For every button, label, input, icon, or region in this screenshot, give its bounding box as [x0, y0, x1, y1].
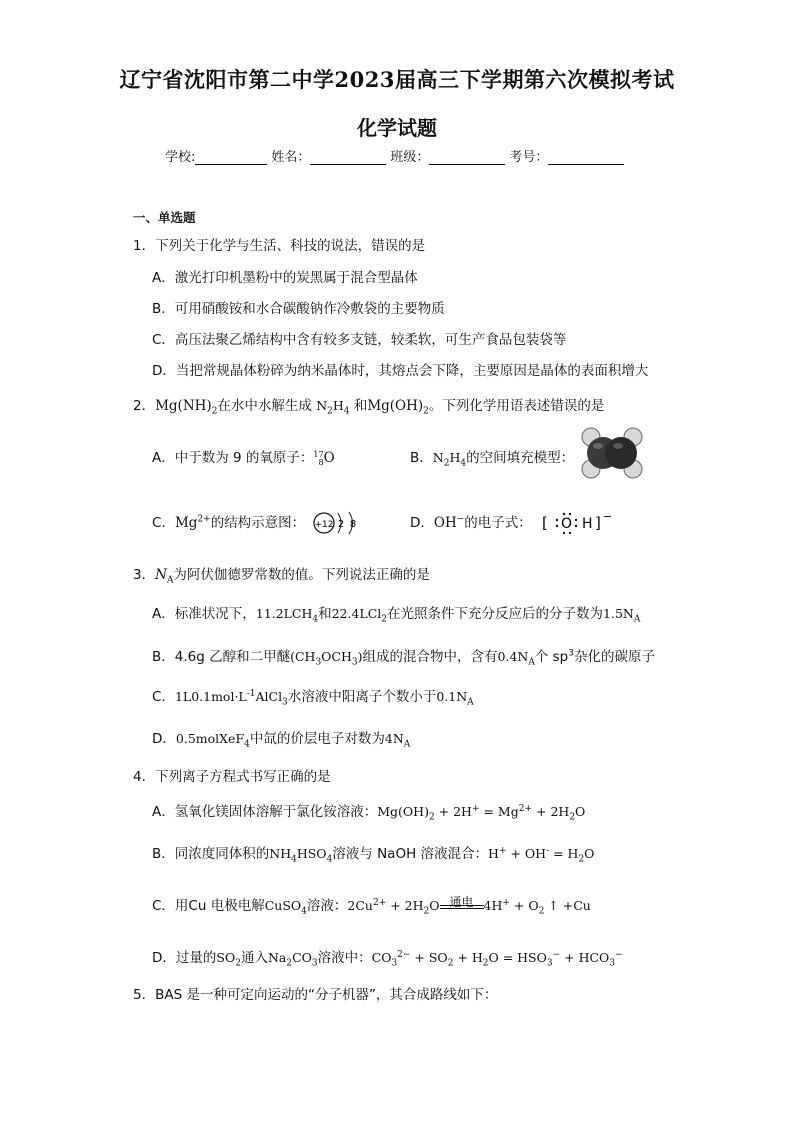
q1-option-c: C．高压法聚乙烯结构中含有较多支链，较柔软，可生产食品包装袋等 — [152, 332, 567, 348]
exam-title: 辽宁省沈阳市第二中学2023届高三下学期第六次模拟考试 — [119, 67, 675, 92]
school-label: 学校: — [165, 150, 196, 165]
q5-stem: 5．BAS 是一种可定向运动的“分子机器”，其合成路线如下： — [133, 987, 498, 1003]
svg-text:2: 2 — [338, 519, 345, 530]
id-blank[interactable] — [548, 150, 624, 165]
class-blank[interactable] — [429, 150, 505, 165]
q4-option-b: B．同浓度同体积的$NH_4HSO_4$溶液与 NaOH 溶液混合：$H^+ + OH^- = H_2O$ — [152, 845, 595, 865]
n2h4-space-filling-model — [578, 424, 646, 482]
name-blank[interactable] — [310, 150, 386, 165]
q1-option-a: A．激光打印机墨粉中的炭黑属于混合型晶体 — [152, 270, 418, 286]
oh-electron-formula — [540, 510, 618, 536]
class-label: 班级： — [390, 150, 430, 165]
q2-stem: 2．$Mg(NH)_2$在水中水解生成 $N_2H_4$ 和$Mg(OH)_2$。下列化学用语表述错误的是 — [133, 398, 605, 417]
student-info-row — [165, 146, 628, 165]
q2-option-b: B．$N_2H_4$的空间填充模型： — [410, 450, 575, 469]
q3-option-d: D．0.5molXeF$_4$中氙的价层电子对数为$4N_A$ — [152, 731, 411, 750]
q3-option-b: B．4.6g 乙醇和二甲醚$(CH_3OCH_3)$组成的混合物中，含有$0.4N_A$个 $sp^3$杂化的碳原子 — [152, 648, 655, 668]
section-heading: 一、单选题 — [133, 210, 196, 225]
svg-text:]: ] — [595, 514, 601, 532]
q1-option-d: D．当把常规晶体粉碎为纳米晶体时，其熔点会下降，主要原因是晶体的表面积增大 — [152, 363, 649, 379]
q1-option-b: B．可用硝酸铵和水合碳酸钠作冷敷袋的主要物质 — [152, 301, 445, 317]
svg-text:[: [ — [542, 514, 548, 532]
q4-option-a: A．氢氧化镁固体溶解于氯化铵溶液：$Mg(OH)_2 + 2H^+ = Mg^{2+} + 2H_2O$ — [152, 803, 586, 823]
q4-option-c: C．用Cu 电极电解CuSO$_4$溶液：$2Cu^{2+} + 2H_2O$ 通电 $4H^+ + O_2$ ↑ +Cu — [152, 895, 591, 917]
svg-text:H: H — [582, 516, 593, 532]
school-blank[interactable] — [195, 150, 267, 165]
mg-ion-structure-diagram — [313, 510, 363, 536]
q2-option-c: C．$Mg^{2+}$的结构示意图： +12 2 8 — [152, 510, 363, 536]
q3-stem: 3．$N_A$为阿伏伽德罗常数的值。下列说法正确的是 — [133, 567, 430, 586]
name-label: 姓名： — [271, 150, 311, 165]
svg-text:+12: +12 — [314, 520, 334, 530]
svg-text:8: 8 — [350, 519, 357, 530]
svg-text:−: − — [603, 510, 613, 523]
q2-option-a: A．中于数为 9 的氧原子：17 8O — [152, 449, 335, 467]
q4-stem: 4．下列离子方程式书写正确的是 — [133, 769, 331, 785]
exam-subtitle: 化学试题 — [357, 116, 437, 140]
q3-option-a: A．标准状况下，$11.2LCH_4$和22.4LCl$_2$在光照条件下充分反应后的分子数为$1.5N_A$ — [152, 606, 641, 625]
id-label: 考号： — [509, 150, 549, 165]
q4-option-d: D．过量的$SO_2$通入$Na_2CO_3$溶液中：$CO_3^{2-} + SO_2 + H_2O = HSO_3^- + HCO_3^-$ — [152, 949, 623, 969]
svg-text:O: O — [561, 516, 573, 532]
q1-stem: 1．下列关于化学与生活、科技的说法，错误的是 — [133, 238, 426, 254]
q2-option-d: D．OH−的电子式： [ O H ] − — [410, 510, 618, 536]
q3-option-c: C．$1L0.1mol\cdot L^{-1}AlCl_3$水溶液中阳离子个数小于$0.1N_A$ — [152, 688, 474, 708]
